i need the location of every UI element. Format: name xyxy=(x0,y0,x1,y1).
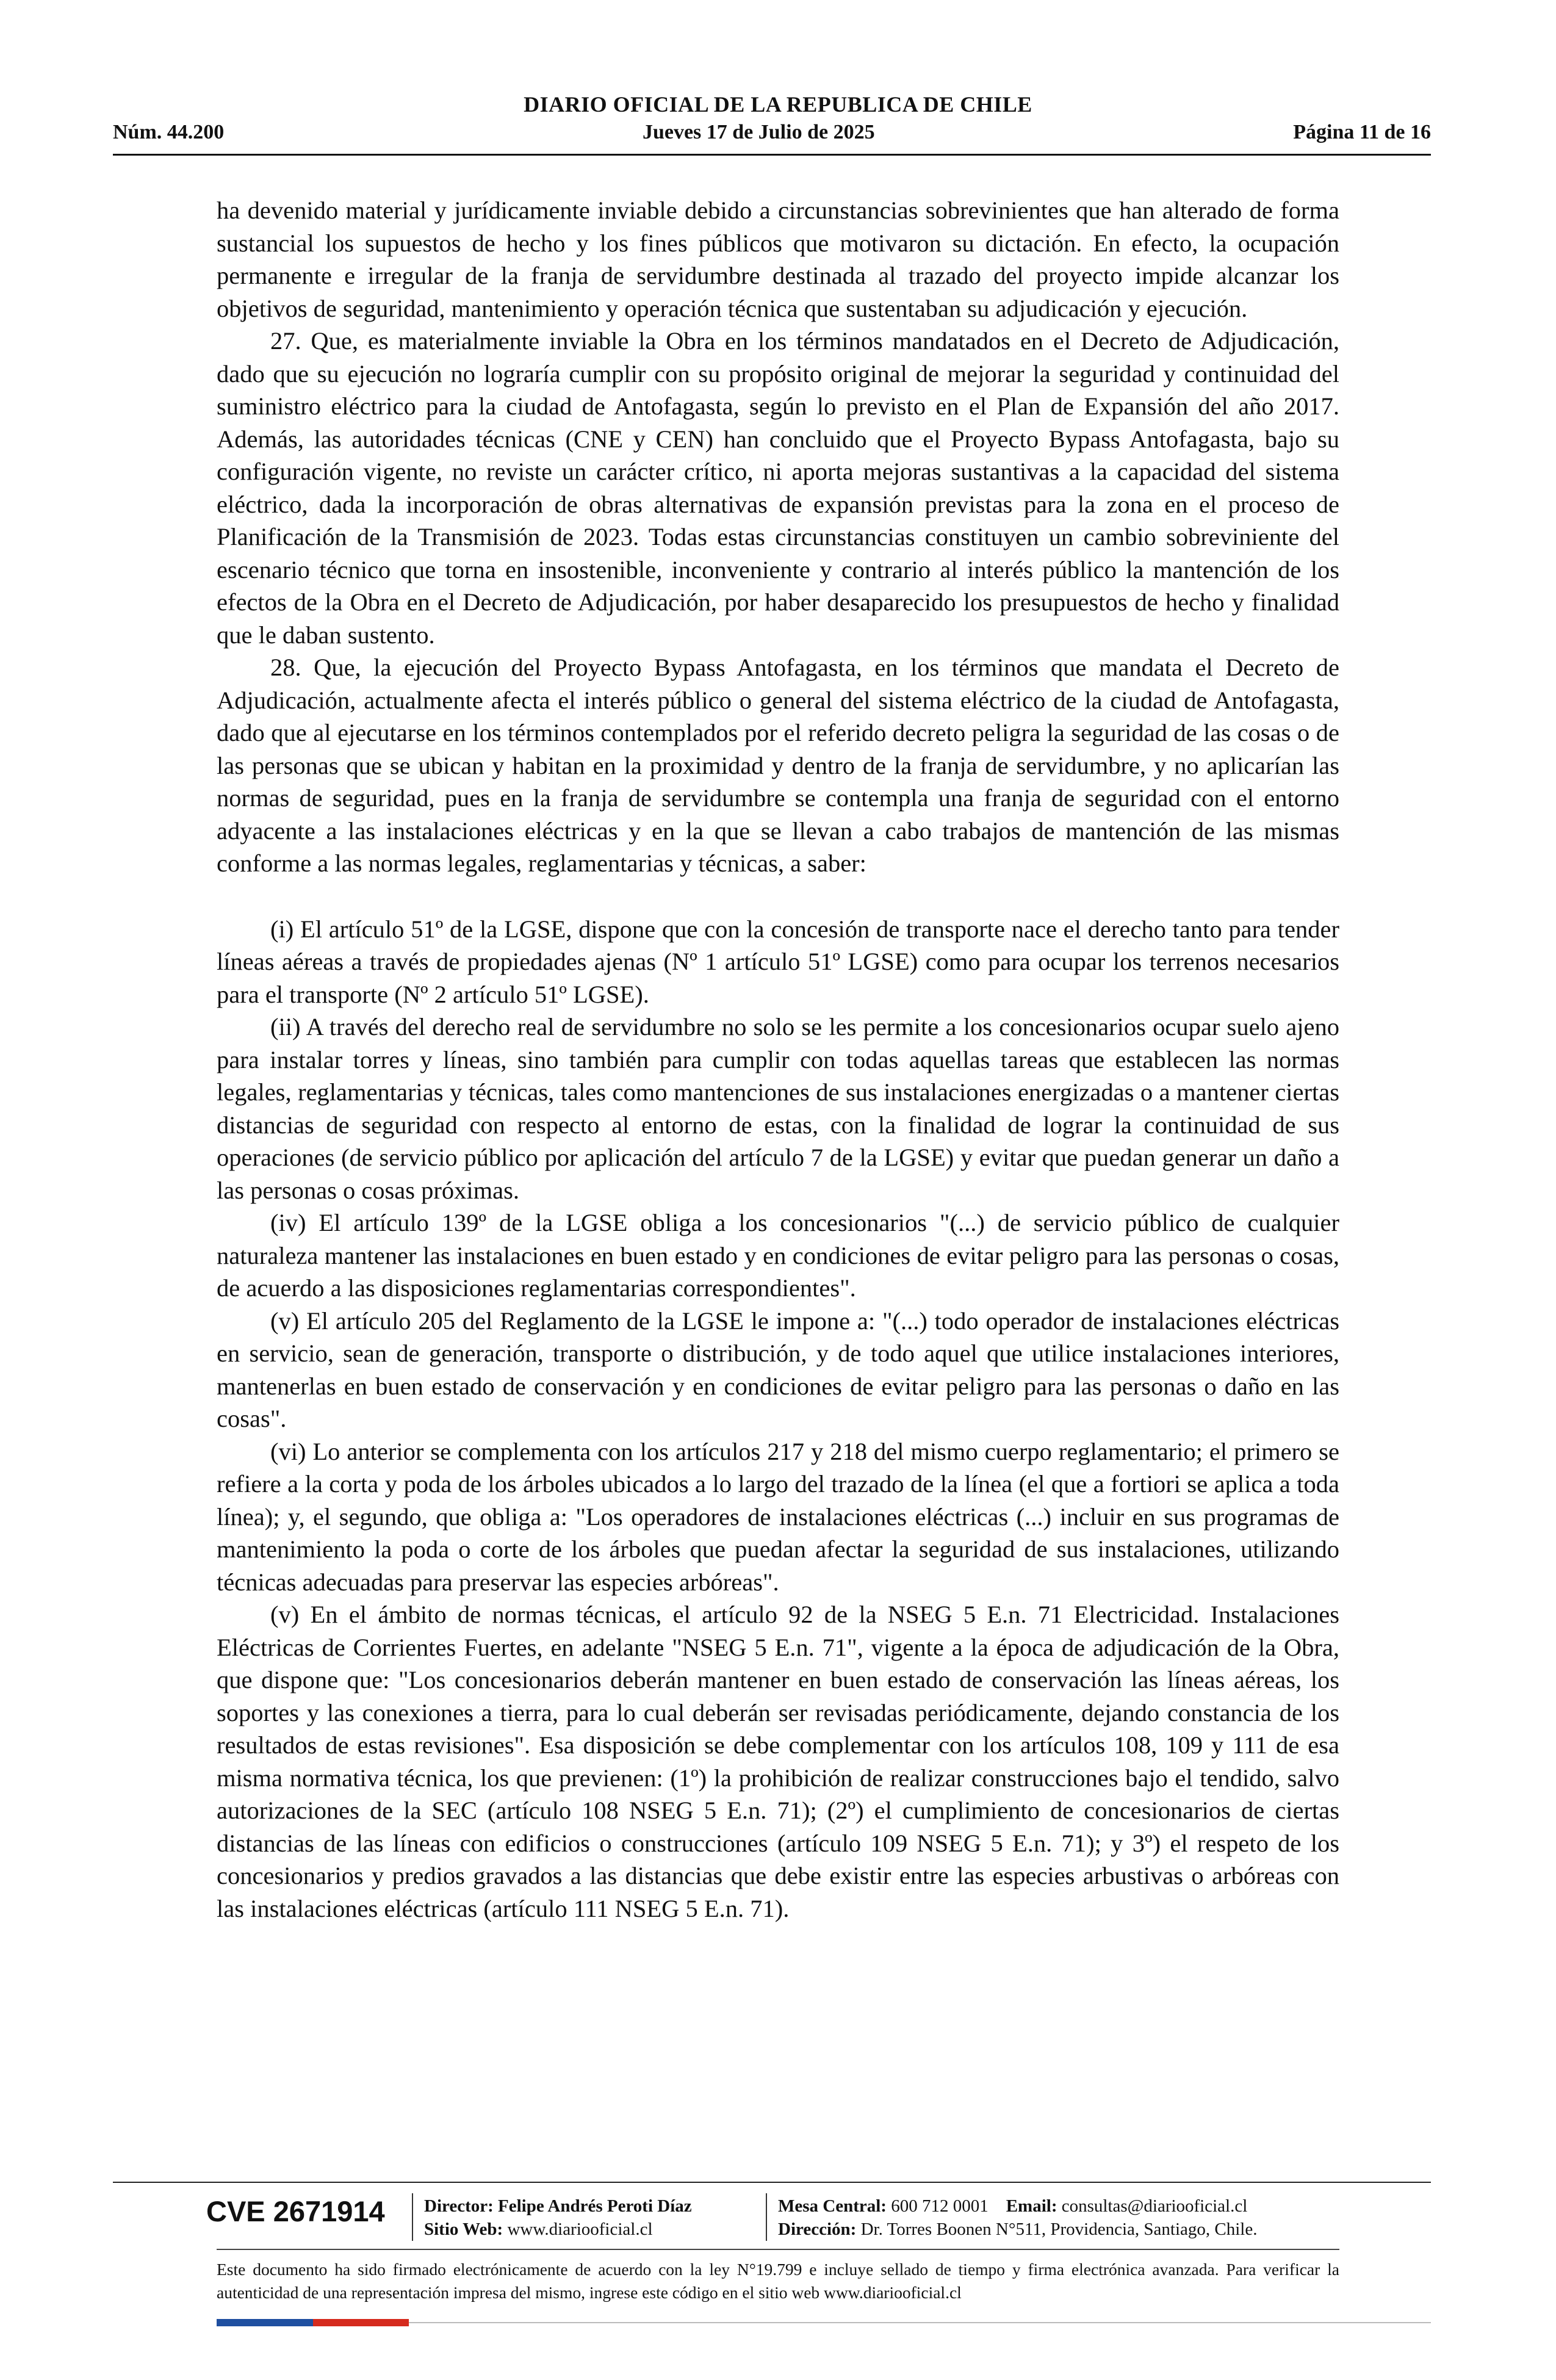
director-name: Felipe Andrés Peroti Díaz xyxy=(498,2196,692,2216)
email-link[interactable]: consultas@diariooficial.cl xyxy=(1061,2196,1248,2216)
footer-director-block xyxy=(424,2194,692,2241)
address-label: Dirección: xyxy=(778,2220,857,2239)
item-i: (i) El artículo 51º de la LGSE, dispone que con la concesión de transporte nace el derecho tanto para tender líneas aéreas a través de propiedades ajenas (Nº 1 artículo 51º LGSE) como para ocupar los terrenos necesarios para el transporte (Nº 2 artículo 51º LGSE). xyxy=(217,915,1339,1008)
paragraph-27: 27. Que, es materialmente inviable la Obra en los términos mandatados en el Decreto de Adjudicación, dado que su ejecución no lograría cumplir con su propósito original de mejorar la seguridad y continuidad del suministro eléctrico para la ciudad de Antofagasta, según lo previsto en el Plan de Expansión del año 2017. Además, las autoridades técnicas (CNE y CEN) han concluido que el Proyecto Bypass Antofagasta, bajo su configuración vigente, no reviste un carácter crítico, ni aporta mejoras sustantivas a la capacidad del sistema eléctrico, dada la incorporación de obras alternativas de expansión previstas para la zona en el proceso de Planificación de la Transmisión de 2023. Todas estas circunstancias constituyen un cambio sobreviniente del escenario técnico que torna en insostenible, inconveniente y contrario al interés público la mantención de los efectos de la Obra en el Decreto de Adjudicación, por haber desaparecido los presupuestos de hecho y finalidad que le daban sustento. xyxy=(217,327,1339,649)
header-row xyxy=(113,121,1431,144)
footer-divider xyxy=(113,2182,1431,2183)
website-label: Sitio Web: xyxy=(424,2220,503,2239)
footer-bottom-line xyxy=(409,2322,1431,2323)
footer-separator xyxy=(766,2193,767,2241)
issue-date: Jueves 17 de Julio de 2025 xyxy=(642,121,875,143)
page-indicator: Página 11 de 16 xyxy=(1293,121,1431,143)
flag-stripe xyxy=(217,2319,409,2326)
paragraph-continuation: ha devenido material y jurídicamente inviable debido a circunstancias sobrevinientes que han alterado de forma sustancial los supuestos de hecho y los fines públicos que motivaron su dictación. En efecto, la ocupación permanente e irregular de la franja de servidumbre destinada al trazado del proyecto impide alcanzar los objetivos de seguridad, mantenimiento y operación técnica que sustentaban su adjudicación y ejecución. xyxy=(217,197,1339,322)
legal-notice: Este documento ha sido firmado electrónicamente de acuerdo con la ley N°19.799 e incluye sellado de tiempo y firma electrónica avanzada. Para verificar la autenticidad de una representación impresa del mismo, ingrese este código en el sitio web www.diariooficial.cl xyxy=(217,2260,1339,2302)
address-text: Dr. Torres Boonen N°511, Providencia, Santiago, Chile. xyxy=(860,2220,1258,2239)
footer-contact-block xyxy=(778,2194,1257,2241)
publication-title: DIARIO OFICIAL DE LA REPUBLICA DE CHILE xyxy=(524,92,1032,117)
phone-number: 600 712 0001 xyxy=(891,2196,989,2216)
item-iv: (iv) El artículo 139º de la LGSE obliga a los concesionarios "(...) de servicio público de cualquier naturaleza mantener las instalaciones en buen estado y en condiciones de evitar peligro para las personas o cosas, de acuerdo a las disposiciones reglamentarias correspondientes". xyxy=(217,1209,1339,1302)
header-divider xyxy=(113,154,1431,156)
legal-divider xyxy=(217,2249,1339,2250)
website-link[interactable]: www.diariooficial.cl xyxy=(507,2220,653,2239)
item-ii: (ii) A través del derecho real de servidumbre no solo se les permite a los concesionarios ocupar suelo ajeno para instalar torres y líneas, sino también para cumplir con todas aquellas tareas que establecen las normas legales, reglamentarias y técnicas, tales como mantenciones de sus instalaciones energizadas o a mantener ciertas distancias de seguridad con respecto al entorno de estas, con la finalidad de lograr la continuidad de sus operaciones (de servicio público por aplicación del artículo 7 de la LGSE) y evitar que puedan generar un daño a las personas o cosas próximas. xyxy=(217,1013,1339,1204)
phone-label: Mesa Central: xyxy=(778,2196,887,2216)
director-label: Director: xyxy=(424,2196,494,2216)
cve-code: CVE 2671914 xyxy=(206,2195,385,2227)
flag-stripe-blue xyxy=(217,2319,313,2326)
footer-separator xyxy=(412,2193,413,2241)
flag-stripe-red xyxy=(313,2319,409,2326)
document-body xyxy=(217,194,1339,1925)
item-v-normas: (v) En el ámbito de normas técnicas, el artículo 92 de la NSEG 5 E.n. 71 Electricidad. Instalaciones Eléctricas de Corrientes Fuertes, en adelante "NSEG 5 E.n. 71", vigente a la época de adjudicación de la Obra, que dispone que: "Los concesionarios deberán mantener en buen estado de conservación las líneas aéreas, los soportes y las conexiones a tierra, para lo cual deberán ser revisadas periódicamente, dejando constancia de los resultados de estas revisiones". Esa disposición se debe complementar con los artículos 108, 109 y 111 de esa misma normativa técnica, los que previenen: (1º) la prohibición de realizar construcciones bajo el tendido, salvo autorizaciones de la SEC (artículo 108 NSEG 5 E.n. 71); (2º) el cumplimiento de concesionarios de ciertas distancias de las líneas con edificios o construcciones (artículo 109 NSEG 5 E.n. 71); y 3º) el respeto de los concesionarios y predios gravados a las distancias que debe existir entre las especies arbustivas o arbóreas con las instalaciones eléctricas (artículo 111 NSEG 5 E.n. 71). xyxy=(217,1601,1339,1922)
item-v-reglamento: (v) El artículo 205 del Reglamento de la LGSE le impone a: "(...) todo operador de instalaciones eléctricas en servicio, sean de generación, transporte o distribución, y de todo aquel que utilice instalaciones interiores, mantenerlas en buen estado de conservación y en condiciones de evitar peligro para las personas o daño en las cosas". xyxy=(217,1307,1339,1432)
paragraph-28: 28. Que, la ejecución del Proyecto Bypass Antofagasta, en los términos que mandata el Decreto de Adjudicación, actualmente afecta el interés público o general del sistema eléctrico de la ciudad de Antofagasta, dado que al ejecutarse en los términos contemplados por el referido decreto peligra la seguridad de las cosas o de las personas que se ubican y habitan en la proximidad y dentro de la franja de servidumbre, y no aplicarían las normas de seguridad, pues en la franja de servidumbre se contempla una franja de seguridad con el entorno adyacente a las instalaciones eléctricas y en la que se llevan a cabo trabajos de mantención de las mismas conforme a las normas legales, reglamentarias y técnicas, a saber: xyxy=(217,654,1339,877)
issue-number: Núm. 44.200 xyxy=(113,121,225,143)
item-vi: (vi) Lo anterior se complementa con los artículos 217 y 218 del mismo cuerpo reglamentario; el primero se refiere a la corta y poda de los árboles ubicados a lo largo del trazado de la línea (el que a fortiori se aplica a toda línea); y, el segundo, que obliga a: "Los operadores de instalaciones eléctricas (...) incluir en sus programas de mantenimiento la poda o corte de los árboles que puedan afectar la seguridad de sus instalaciones, utilizando técnicas adecuadas para preservar las especies arbóreas". xyxy=(217,1437,1339,1596)
email-label: Email: xyxy=(1006,2196,1057,2216)
